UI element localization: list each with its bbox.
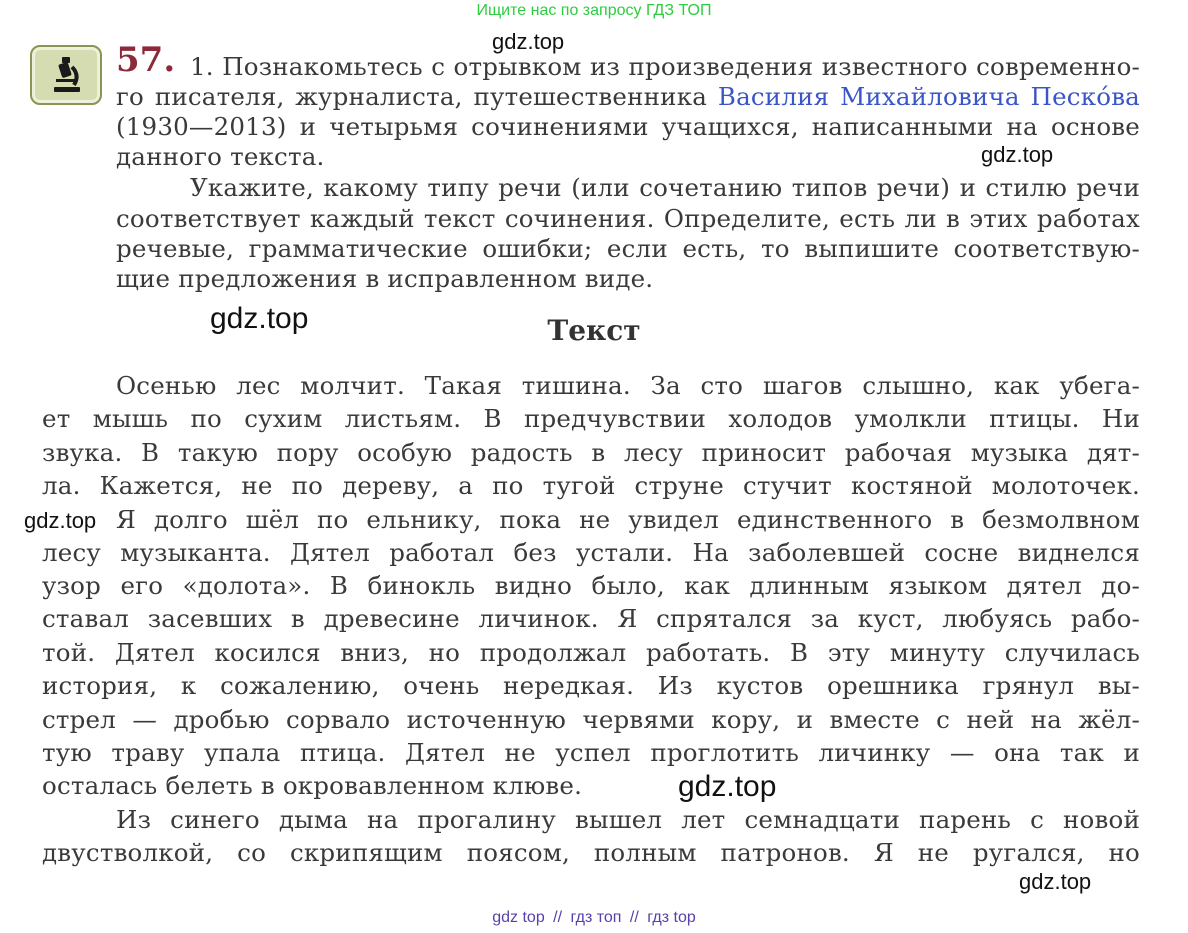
task-line: щие предложения в исправленном виде. [116,264,654,293]
task-line: соответствует каждый текст сочинения. Определите, есть ли в этих работах [116,204,1140,233]
text-line: Из синего дыма на прогалину вышел лет семнадцати парень с новой [116,805,1140,834]
footer-link-gdz-top-mixed[interactable]: гдз top [647,909,696,926]
footer-links [0,909,1188,927]
text-line: ла. Кажется, не по дереву, а по тугой струне стучит костяной молоточек. [42,471,1140,500]
task-line: (1930—2013) и четырьмя сочинениями учащихся, написанными на основе [116,112,1140,141]
text-line: тую траву упала птица. Дятел не успел проглотить личинку — она так и [42,738,1140,767]
exercise-number: 57. [116,40,176,80]
search-banner[interactable]: Ищите нас по запросу ГДЗ ТОП [476,2,712,19]
text-line: ставал засевших в древесине личинок. Я спрятался за куст, любуясь рабо- [42,604,1140,633]
footer-link-gdz-top-ru[interactable]: гдз топ [570,909,622,926]
task-line: 1. Познакомьтесь с отрывком из произведения известного современно- [190,52,1140,81]
text-line: стрел — дробью сорвало источенную червями кору, и вместе с ней на жёл- [42,705,1140,734]
text-line: Я долго шёл по ельнику, пока не увидел единственного в безмолвном [116,505,1140,534]
text-line: ет мышь по сухим листьям. В предчувствии холодов умолкли птицы. Ни [42,404,1140,433]
footer-separator: // [629,909,639,926]
text-line: звука. В такую пору особую радость в лесу приносит рабочая музыка дят- [42,438,1140,467]
task-line [116,82,1140,112]
text-line: узор его «долота». В бинокль видно было, как длинным языком дятел до- [42,571,1140,600]
footer-link-gdz-top[interactable]: gdz top [492,909,545,926]
section-title: Текст [547,314,641,347]
task-line: речевые, грамматические ошибки; если есть, то выпишите соответствую- [116,234,1140,263]
task-line: Укажите, какому типу речи (или сочетанию типов речи) и стилю речи [190,173,1140,202]
watermark: gdz.top [981,142,1054,167]
text-line: осталась белеть в окровавленном клюве. [42,771,583,800]
text-line: история, к сожалению, очень нередкая. Из кустов орешника грянул вы- [42,671,1140,700]
watermark: gdz.top [24,508,97,533]
watermark: gdz.top [210,302,309,335]
watermark: gdz.top [1019,869,1092,894]
microscope-icon [30,45,102,105]
text-line: двустволкой, со скрипящим поясом, полным патронов. Я не ругался, но [42,838,1140,867]
author-link[interactable]: Василия Михайловича Песко́ва [717,82,1140,111]
task-line: данного текста. [116,142,325,171]
task-line-text: го писателя, журналиста, путешественника [116,82,718,111]
watermark: gdz.top [492,29,565,54]
text-line: той. Дятел косился вниз, но продолжал работать. В эту минуту случилась [42,638,1140,667]
watermark: gdz.top [678,770,777,803]
text-line: Осенью лес молчит. Такая тишина. За сто шагов слышно, как убега- [116,371,1140,400]
text-line: лесу музыканта. Дятел работал без устали. На заболевшей сосне виднелся [42,538,1140,567]
footer-separator: // [553,909,563,926]
